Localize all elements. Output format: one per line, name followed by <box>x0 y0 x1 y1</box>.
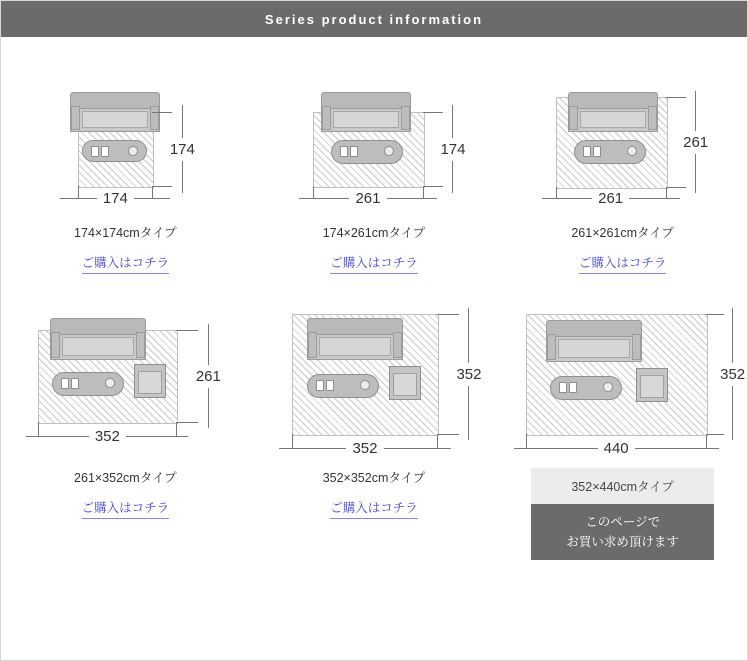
buy-link[interactable]: ご購入はコチラ <box>82 498 170 519</box>
current-page-note <box>531 504 714 560</box>
width-dimension <box>26 426 188 446</box>
cup-icon <box>61 378 69 389</box>
sofa-icon <box>50 318 146 360</box>
coffee-table-icon <box>331 140 403 164</box>
side-chair-icon <box>134 364 166 398</box>
dimension-line <box>182 105 183 138</box>
dimension-line <box>26 436 88 437</box>
height-value: 174 <box>440 140 466 158</box>
size-option-352x352[interactable] <box>250 274 499 560</box>
dimension-line <box>468 386 469 441</box>
size-grid-row-1 <box>1 37 747 274</box>
sofa-arm-right <box>648 106 657 130</box>
buy-link[interactable]: ご購入はコチラ <box>579 253 667 274</box>
sofa-back <box>307 318 403 335</box>
dimension-line <box>208 388 209 429</box>
side-chair-icon <box>636 368 668 402</box>
layout-diagram <box>259 302 489 462</box>
dimension-line <box>208 324 209 365</box>
size-caption: 261×352cmタイプ <box>74 471 177 485</box>
sofa-arm-left <box>322 106 331 130</box>
width-dimension <box>279 438 451 458</box>
chair-seat <box>640 375 664 398</box>
size-option-261x261[interactable] <box>498 37 747 274</box>
sofa-cushion <box>62 337 134 356</box>
plate-icon <box>603 382 613 392</box>
layout-diagram <box>508 302 746 462</box>
dimension-line <box>514 448 598 449</box>
width-dimension <box>60 188 170 208</box>
size-option-174x174[interactable] <box>1 37 250 274</box>
width-dimension <box>542 188 680 208</box>
cup-icon <box>326 380 334 391</box>
width-dimension <box>514 438 719 458</box>
sofa-back <box>50 318 146 335</box>
side-chair-icon <box>389 366 421 400</box>
sofa-back <box>568 92 658 109</box>
current-page-note-line2: お買い求め頂けます <box>566 535 679 549</box>
sofa-cushion <box>580 111 646 128</box>
plate-icon <box>627 146 637 156</box>
size-option-261x352[interactable] <box>1 274 250 560</box>
sofa-cushion <box>82 111 148 128</box>
plate-icon <box>384 146 394 156</box>
sofa-arm-right <box>632 334 641 360</box>
sofa-icon <box>70 92 160 132</box>
coffee-table-icon <box>574 140 646 164</box>
size-caption: 174×174cmタイプ <box>74 226 177 240</box>
dimension-line <box>60 198 96 199</box>
height-dimension <box>162 105 202 193</box>
sofa-icon <box>568 92 658 132</box>
dimension-line <box>695 154 696 194</box>
sofa-arm-right <box>150 106 159 130</box>
sofa-arm-right <box>401 106 410 130</box>
dimension-line <box>732 386 733 441</box>
width-value: 440 <box>603 439 629 457</box>
cup-icon <box>583 146 591 157</box>
sofa-arm-right <box>136 332 145 358</box>
size-caption: 352×352cmタイプ <box>322 471 426 485</box>
width-value: 261 <box>598 189 624 207</box>
sofa-icon <box>546 320 642 362</box>
buy-link[interactable]: ご購入はコチラ <box>82 253 170 274</box>
height-dimension <box>188 324 228 428</box>
buy-link[interactable]: ご購入はコチラ <box>330 498 418 519</box>
sofa-cushion <box>333 111 399 128</box>
dimension-line <box>452 105 453 138</box>
dimension-line <box>452 161 453 194</box>
layout-diagram <box>508 67 738 217</box>
plate-icon <box>128 146 138 156</box>
sofa-arm-left <box>569 106 578 130</box>
dimension-line <box>387 198 437 199</box>
sofa-arm-left <box>51 332 60 358</box>
dimension-line <box>134 198 170 199</box>
coffee-table-icon <box>52 372 124 396</box>
height-value: 261 <box>683 133 709 151</box>
width-value: 174 <box>102 189 128 207</box>
buy-link[interactable]: ご購入はコチラ <box>330 253 418 274</box>
dimension-line <box>299 198 349 199</box>
dimension-line <box>182 161 183 194</box>
size-caption: 174×261cmタイプ <box>322 226 426 240</box>
dimension-line <box>468 308 469 363</box>
size-grid-row-2 <box>1 274 747 560</box>
dimension-line <box>635 448 719 449</box>
dimension-line <box>732 308 733 363</box>
size-option-352x440-current <box>498 274 747 560</box>
chair-seat <box>138 371 162 394</box>
height-value: 352 <box>456 365 482 383</box>
layout-diagram <box>10 302 240 462</box>
dimension-line <box>542 198 592 199</box>
sofa-arm-left <box>71 106 80 130</box>
panel-header <box>1 1 747 37</box>
dimension-line <box>279 448 346 449</box>
cup-icon <box>71 378 79 389</box>
sofa-cushion <box>319 337 391 356</box>
current-size-label: 352×440cmタイプ <box>531 468 714 504</box>
cup-icon <box>91 146 99 157</box>
height-value: 352 <box>720 365 746 383</box>
sofa-cushion <box>558 339 630 358</box>
dimension-line <box>384 448 451 449</box>
size-option-174x261[interactable] <box>250 37 499 274</box>
plate-icon <box>360 380 370 390</box>
panel-title: Series product information <box>264 11 484 27</box>
coffee-table-icon <box>82 140 147 162</box>
height-value: 261 <box>195 367 221 385</box>
width-value: 352 <box>94 427 120 445</box>
coffee-table-icon <box>550 376 622 400</box>
size-caption: 261×261cmタイプ <box>571 226 674 240</box>
cup-icon <box>569 382 577 393</box>
width-value: 352 <box>352 439 378 457</box>
cup-icon <box>101 146 109 157</box>
layout-diagram <box>259 67 489 217</box>
sofa-back <box>321 92 411 109</box>
layout-diagram <box>10 67 240 217</box>
height-dimension <box>676 91 716 193</box>
height-value: 174 <box>169 140 195 158</box>
dimension-line <box>695 91 696 131</box>
sofa-icon <box>321 92 411 132</box>
sofa-arm-left <box>308 332 317 358</box>
width-dimension <box>299 188 437 208</box>
coffee-table-icon <box>307 374 379 398</box>
sofa-arm-right <box>393 332 402 358</box>
plate-icon <box>105 378 115 388</box>
cup-icon <box>559 382 567 393</box>
dimension-line <box>126 436 188 437</box>
sofa-arm-left <box>547 334 556 360</box>
chair-seat <box>393 373 417 396</box>
dimension-line <box>629 198 679 199</box>
width-value: 261 <box>355 189 381 207</box>
cup-icon <box>350 146 358 157</box>
current-page-note-line1: このページで <box>585 515 661 529</box>
cup-icon <box>340 146 348 157</box>
sofa-back <box>70 92 160 109</box>
height-dimension <box>449 308 489 440</box>
cup-icon <box>316 380 324 391</box>
sofa-back <box>546 320 642 337</box>
cup-icon <box>593 146 601 157</box>
sofa-icon <box>307 318 403 360</box>
height-dimension <box>433 105 473 193</box>
height-dimension <box>713 308 748 440</box>
